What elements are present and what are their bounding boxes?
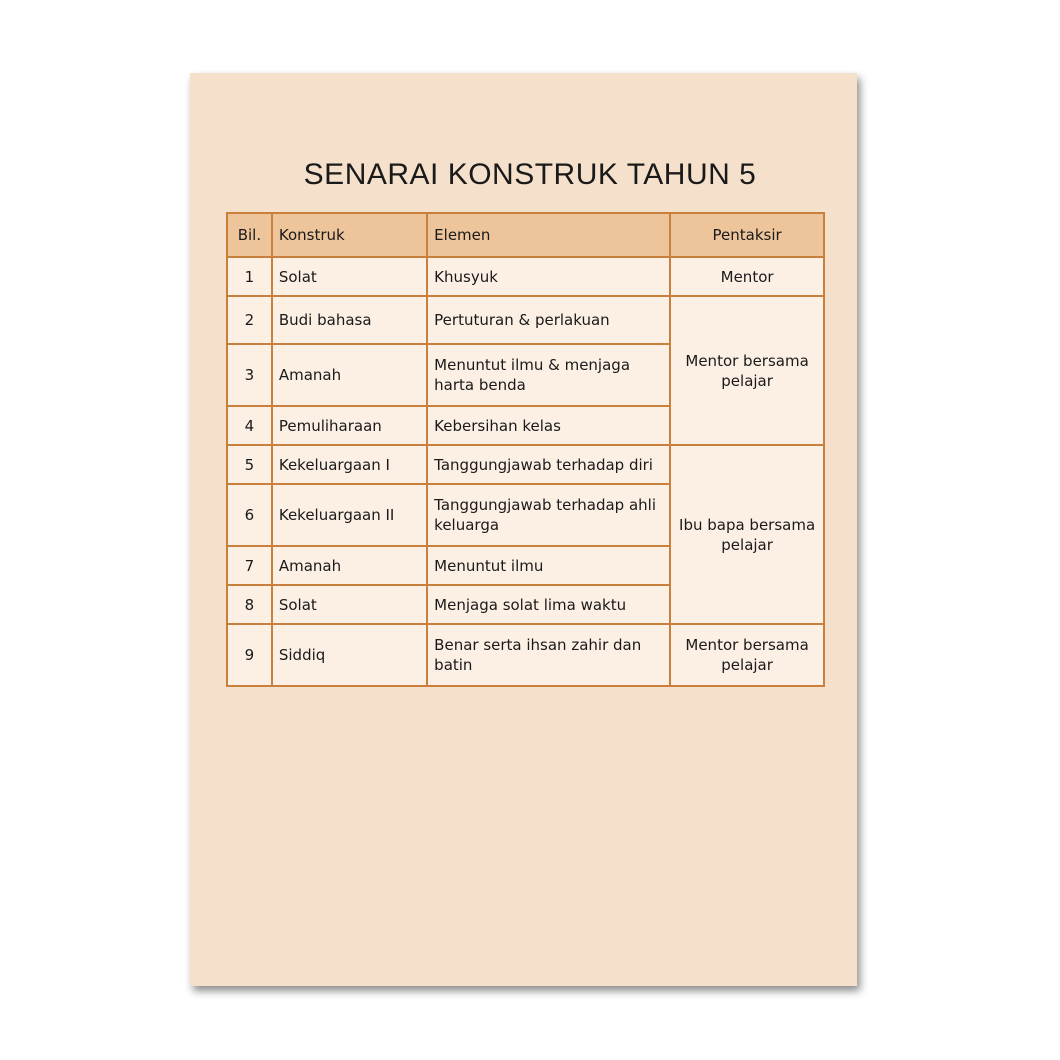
row-konstruk: Amanah [272,344,427,406]
row-number: 7 [227,546,272,585]
row-konstruk: Solat [272,257,427,296]
row-konstruk: Solat [272,585,427,624]
row-konstruk: Pemuliharaan [272,406,427,445]
row-konstruk: Budi bahasa [272,296,427,344]
table-header-row [227,213,824,257]
row-elemen: Pertuturan & perlakuan [427,296,670,344]
table-row [227,296,824,344]
row-konstruk: Kekeluargaan II [272,484,427,546]
row-number: 3 [227,344,272,406]
construct-table [226,212,825,687]
row-number: 5 [227,445,272,484]
table-row [227,257,824,296]
row-elemen: Menjaga solat lima waktu [427,585,670,624]
row-elemen: Tanggungjawab terhadap diri [427,445,670,484]
row-elemen: Tanggungjawab terhadap ahli keluarga [427,484,670,546]
row-number: 9 [227,624,272,686]
header-bil: Bil. [227,213,272,257]
row-konstruk: Amanah [272,546,427,585]
row-elemen: Khusyuk [427,257,670,296]
row-number: 8 [227,585,272,624]
row-konstruk: Siddiq [272,624,427,686]
row-pentaksir: Mentor [670,257,824,296]
row-elemen: Benar serta ihsan zahir dan batin [427,624,670,686]
row-konstruk: Kekeluargaan I [272,445,427,484]
header-konstruk: Konstruk [272,213,427,257]
row-number: 6 [227,484,272,546]
row-number: 1 [227,257,272,296]
page-title: SENARAI KONSTRUK TAHUN 5 [303,158,757,191]
row-number: 2 [227,296,272,344]
row-number: 4 [227,406,272,445]
row-elemen: Kebersihan kelas [427,406,670,445]
header-elemen: Elemen [427,213,670,257]
row-pentaksir: Ibu bapa bersama pelajar [670,445,824,624]
row-pentaksir: Mentor bersama pelajar [670,296,824,445]
header-pentaksir: Pentaksir [670,213,824,257]
row-elemen: Menuntut ilmu [427,546,670,585]
row-pentaksir: Mentor bersama pelajar [670,624,824,686]
table-row [227,624,824,686]
table-row [227,445,824,484]
row-elemen: Menuntut ilmu & menjaga harta benda [427,344,670,406]
